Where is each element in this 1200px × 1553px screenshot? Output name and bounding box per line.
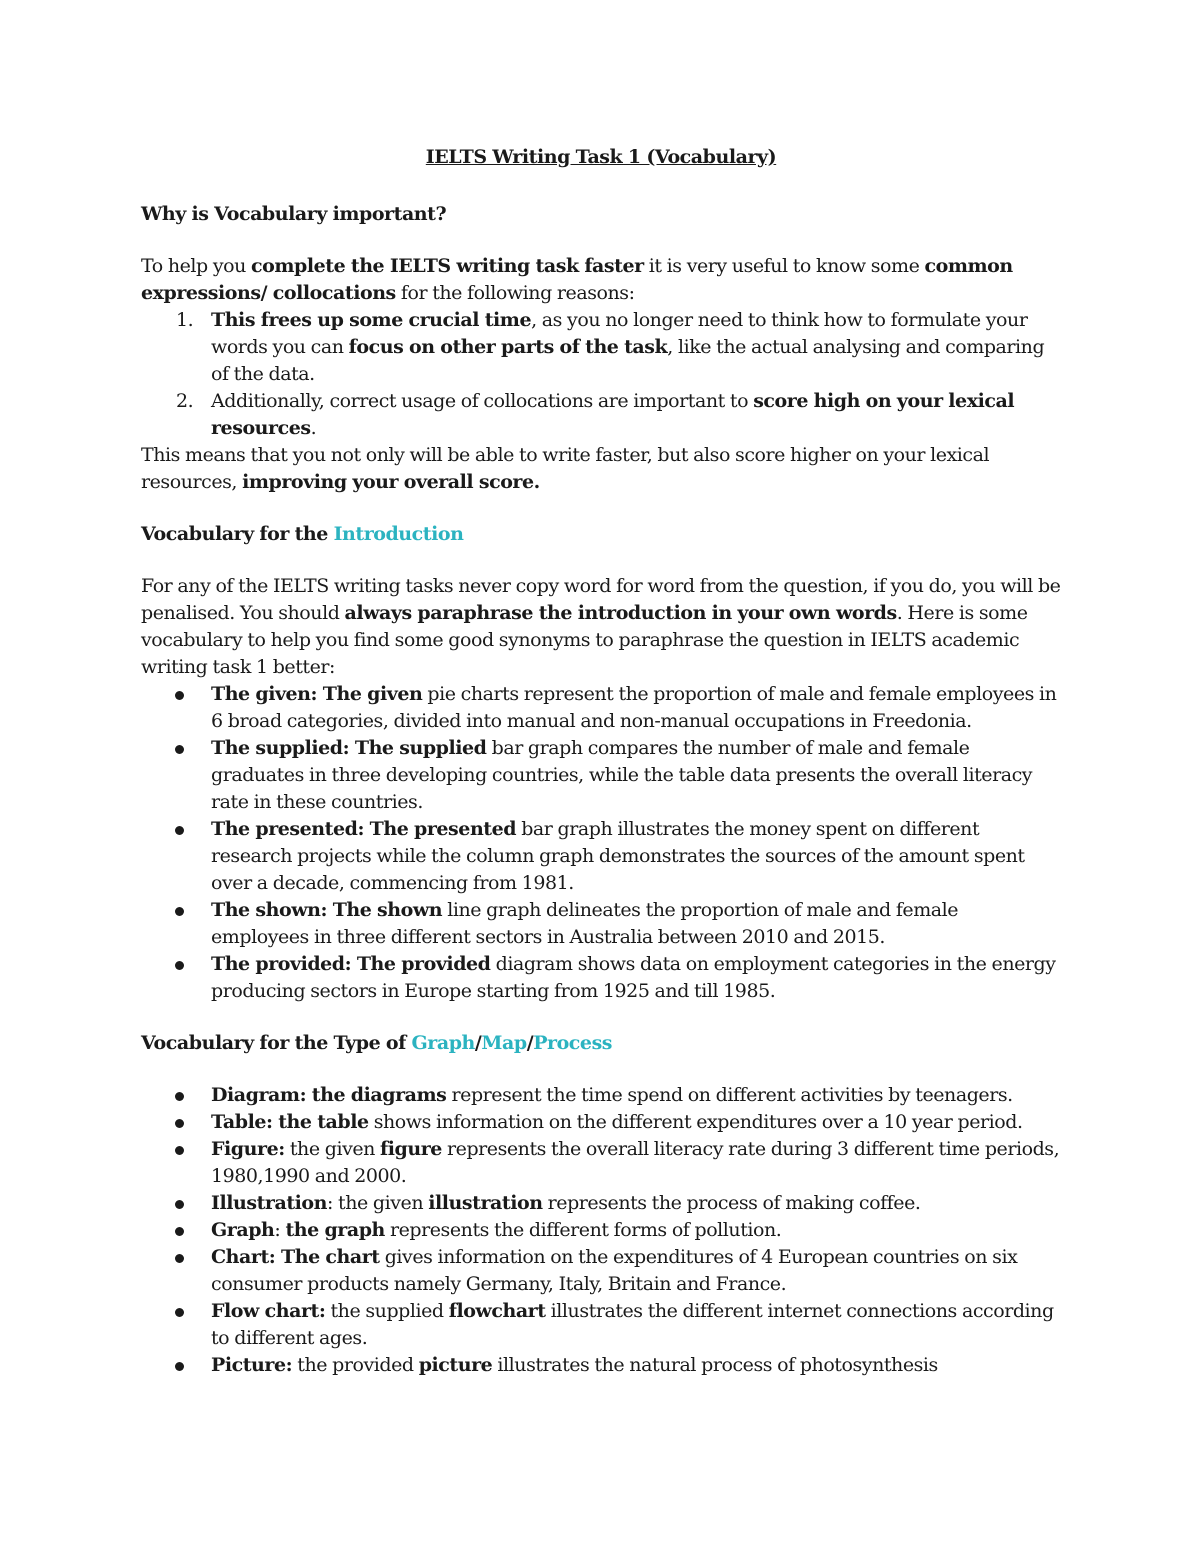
list-item: Chart: The chart gives information on the expenditures of 4 European countries on six consumer products namely Germany, Italy, Britain and France. xyxy=(141,1244,1061,1298)
list-item: Table: the table shows information on the different expenditures over a 10 year period. xyxy=(141,1109,1061,1136)
why-intro-paragraph: To help you complete the IELTS writing task faster it is very useful to know some common expressions/ collocations for the following reasons: xyxy=(141,255,1013,304)
list-item: Diagram: the diagrams represent the time spend on different activities by teenagers. xyxy=(141,1082,1061,1109)
map-link[interactable]: Map xyxy=(481,1032,527,1054)
list-item: The given: The given pie charts represent the proportion of male and female employees in 6 broad categories, divided into manual and non-manual occupations in Freedonia. xyxy=(141,681,1061,735)
bullet-icon xyxy=(175,1254,184,1263)
list-item: The supplied: The supplied bar graph compares the number of male and female graduates in three developing countries, while the table data presents the overall literacy rate in these countries. xyxy=(141,735,1061,816)
bullet-icon xyxy=(175,1119,184,1128)
document-page xyxy=(141,138,1061,1379)
list-item: The presented: The presented bar graph illustrates the money spent on different research projects while the column graph demonstrates the sources of the amount spent over a decade, commencing from 1981. xyxy=(141,816,1061,897)
bullet-icon xyxy=(175,961,184,970)
bullet-icon xyxy=(175,826,184,835)
bullet-icon xyxy=(175,691,184,700)
introduction-link[interactable]: Introduction xyxy=(333,523,464,545)
bullet-icon xyxy=(175,1200,184,1209)
section-heading-types: Vocabulary for the Type of Graph/Map/Process xyxy=(141,1032,613,1054)
graph-link[interactable]: Graph xyxy=(411,1032,475,1054)
types-vocabulary-list xyxy=(141,1082,1061,1379)
bullet-icon xyxy=(175,1362,184,1371)
bullet-icon xyxy=(175,1308,184,1317)
list-item: 2. Additionally, correct usage of collocations are important to score high on your lexical resources. xyxy=(176,390,1015,439)
list-item: The shown: The shown line graph delineates the proportion of male and female employees in three different sectors in Australia between 2010 and 2015. xyxy=(141,897,1061,951)
bullet-icon xyxy=(175,1092,184,1101)
list-item: Picture: the provided picture illustrates the natural process of photosynthesis xyxy=(141,1352,1061,1379)
list-item: 1. This frees up some crucial time, as you no longer need to think how to formulate your words you can focus on other parts of the task, like the actual analysing and comparing of the data. xyxy=(176,309,1045,385)
document-title: IELTS Writing Task 1 (Vocabulary) xyxy=(425,146,777,168)
section-heading-introduction: Vocabulary for the Introduction xyxy=(141,523,464,545)
introduction-vocabulary-list xyxy=(141,681,1061,1005)
list-item: Graph: the graph represents the different forms of pollution. xyxy=(141,1217,1061,1244)
bullet-icon xyxy=(175,1146,184,1155)
introduction-paragraph: For any of the IELTS writing tasks never copy word for word from the question, if you do, you will be penalised. You should always paraphrase the introduction in your own words. Here is some vocabulary to help you find some good synonyms to paraphrase the question in IELTS academic writing task 1 better: xyxy=(141,575,1061,678)
list-item: The provided: The provided diagram shows data on employment categories in the energy producing sectors in Europe starting from 1925 and till 1985. xyxy=(141,951,1061,1005)
bullet-icon xyxy=(175,907,184,916)
list-item: Flow chart: the supplied flowchart illustrates the different internet connections according to different ages. xyxy=(141,1298,1061,1352)
bullet-icon xyxy=(175,1227,184,1236)
why-summary-paragraph: This means that you not only will be able to write faster, but also score higher on your lexical resources, improving your overall score. xyxy=(141,444,990,493)
list-item: Figure: the given figure represents the overall literacy rate during 3 different time periods, 1980,1990 and 2000. xyxy=(141,1136,1061,1190)
section-heading-why: Why is Vocabulary important? xyxy=(141,203,447,225)
process-link[interactable]: Process xyxy=(533,1032,613,1054)
bullet-icon xyxy=(175,745,184,754)
list-item: Illustration: the given illustration represents the process of making coffee. xyxy=(141,1190,1061,1217)
reasons-list xyxy=(141,307,1061,442)
